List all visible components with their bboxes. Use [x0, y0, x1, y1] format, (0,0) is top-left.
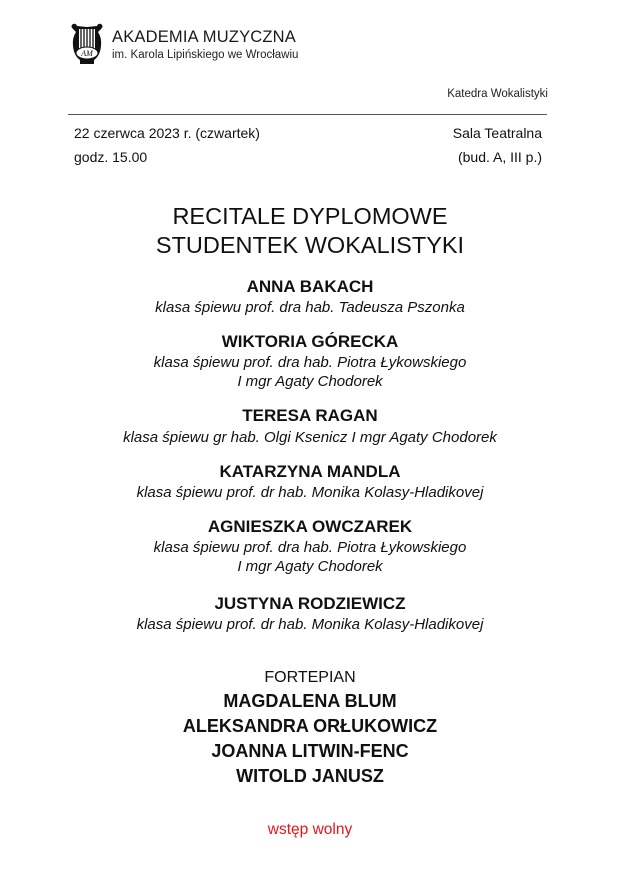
event-building: (bud. A, III p.): [457, 149, 542, 165]
lyre-logo-icon: [70, 22, 104, 66]
admission-note: wstęp wolny: [267, 821, 353, 838]
piano-label: FORTEPIAN: [264, 669, 356, 686]
event-time: godz. 15.00: [74, 149, 148, 165]
performer-class-2: I mgr Agaty Chodorek: [237, 373, 383, 390]
department-label: Katedra Wokalistyki: [447, 88, 548, 100]
title-line-1: RECITALE DYPLOMOWE: [172, 203, 448, 229]
event-date: 22 czerwca 2023 r. (czwartek): [74, 125, 260, 141]
performer-name: JUSTYNA RODZIEWICZ: [214, 594, 406, 613]
performer-class-2: I mgr Agaty Chodorek: [237, 558, 383, 575]
performer-class: klasa śpiewu prof. dra hab. Piotra Łykowskiego: [153, 539, 467, 556]
pianist-name: JOANNA LITWIN-FENC: [211, 741, 409, 761]
performer-name: AGNIESZKA OWCZAREK: [207, 517, 413, 536]
performer-name: TERESA RAGAN: [242, 406, 378, 425]
page-title: [0, 202, 620, 260]
performer-class: klasa śpiewu gr hab. Olgi Ksenicz I mgr Agaty Chodorek: [123, 429, 497, 446]
academy-subtitle: im. Karola Lipińskiego we Wrocławiu: [112, 49, 299, 61]
pianist-name: MAGDALENA BLUM: [223, 691, 397, 711]
performer-class: klasa śpiewu prof. dr hab. Monika Kolasy-Hladikovej: [136, 484, 484, 501]
svg-text:AM: AM: [81, 49, 93, 58]
title-line-2: STUDENTEK WOKALISTYKI: [155, 232, 465, 258]
performer-class: klasa śpiewu prof. dra hab. Tadeusza Pszonka: [155, 299, 465, 316]
academy-name: AKADEMIA MUZYCZNA: [112, 28, 297, 46]
performer-name: WIKTORIA GÓRECKA: [221, 332, 399, 351]
performer-class: klasa śpiewu prof. dr hab. Monika Kolasy-Hladikovej: [136, 616, 484, 633]
performer-name: ANNA BAKACH: [246, 277, 374, 296]
performer-name: KATARZYNA MANDLA: [219, 462, 401, 481]
header-divider: [68, 114, 547, 115]
performer-class: klasa śpiewu prof. dra hab. Piotra Łykowskiego: [153, 354, 467, 371]
pianist-name: ALEKSANDRA ORŁUKOWICZ: [182, 716, 438, 736]
pianist-name: WITOLD JANUSZ: [236, 766, 384, 786]
event-venue: Sala Teatralna: [452, 125, 542, 141]
